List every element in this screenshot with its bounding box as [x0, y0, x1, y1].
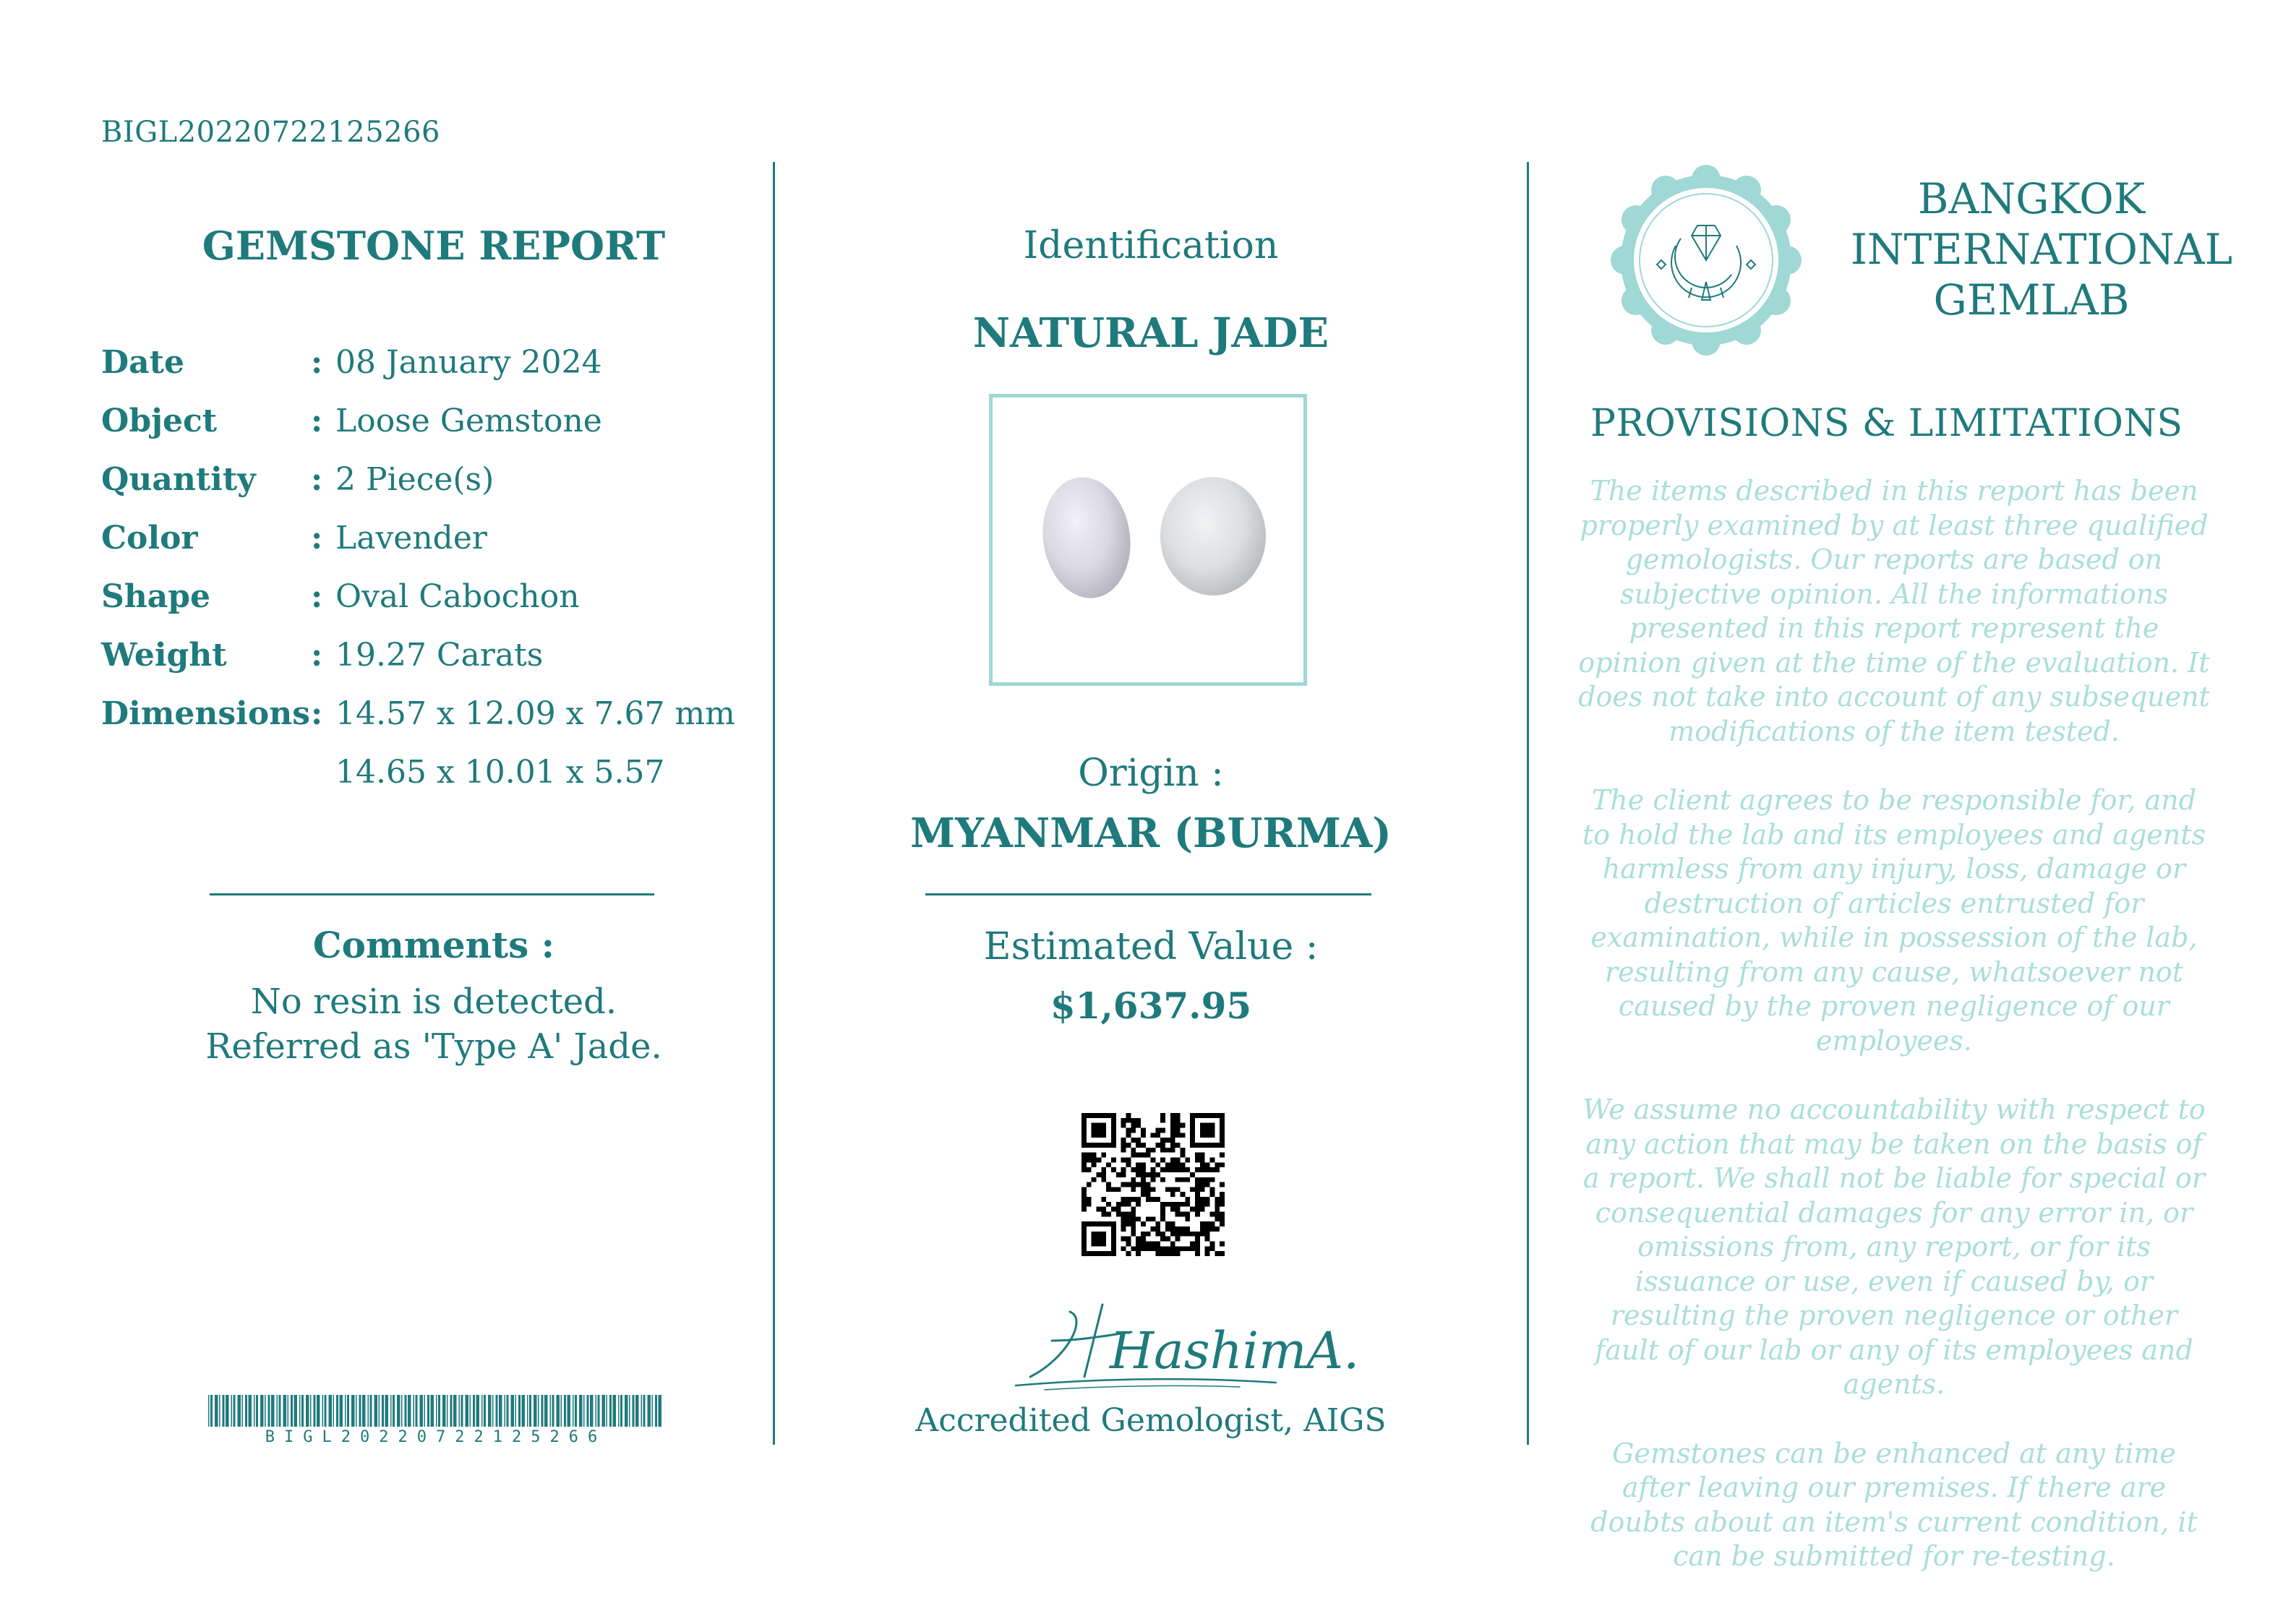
barcode	[208, 1395, 664, 1446]
lab-name	[1851, 173, 2233, 325]
provision-paragraph: Gemstones can be enhanced at any time after leaving our premises. If there are doubts about an item's current condition, it can be submitted for re-testing.	[1590, 1437, 2198, 1572]
field-value: Oval Cabochon	[335, 578, 580, 615]
report-id: BIGL20220722125266	[101, 116, 440, 149]
field-colon: :	[311, 520, 323, 557]
column-divider	[1527, 162, 1529, 1445]
field-quantity	[101, 461, 752, 520]
report-title: GEMSTONE REPORT	[202, 223, 666, 269]
column-divider	[773, 162, 775, 1445]
lab-name-line: BANGKOK	[1917, 174, 2146, 223]
lab-seal-logo	[1612, 166, 1800, 354]
divider-rule	[210, 893, 654, 895]
origin-label: Origin :	[1078, 752, 1224, 795]
field-value: 19.27 Carats	[335, 637, 544, 674]
lab-name-line: INTERNATIONAL	[1851, 225, 2233, 274]
gemstone-image	[1035, 471, 1138, 603]
field-color	[101, 520, 752, 578]
field-value: 08 January 2024	[335, 344, 602, 381]
field-value: 14.57 x 12.09 x 7.67 mm	[335, 695, 735, 732]
qr-code[interactable]	[1081, 1113, 1225, 1256]
field-colon: :	[311, 461, 323, 498]
estimated-value: $1,637.95	[1050, 984, 1252, 1027]
field-value: 2 Piece(s)	[335, 461, 494, 498]
field-label: Weight	[101, 637, 227, 674]
field-weight	[101, 637, 752, 695]
provision-paragraph: We assume no accountability with respect to any action that may be taken on the basis of a report. We shall not be liable for special or consequential damages for any error in, or omissions from, any report, or for its issuance or use, even if caused by, or resulting the proven negligence or other fault of our lab or any of its employees and agents.	[1582, 1094, 2206, 1400]
field-dimensions	[101, 695, 752, 754]
field-shape	[101, 578, 752, 637]
provision-paragraph: The items described in this report has been properly examined by at least three qualified gemologists. Our reports are based on subjective opinion. All the informations presented in this report represent the opinion given at the time of the evaluation. It does not take into account of any subsequent modifications of the item tested.	[1578, 475, 2210, 747]
lab-name-line: GEMLAB	[1933, 275, 2130, 325]
field-dimensions-extra	[101, 754, 752, 812]
provision-paragraph: The client agrees to be responsible for, and to hold the lab and its employees and agents harmless from any injury, loss, damage or destruction of articles entrusted for examination, while in possession of the lab, resulting from any cause, whatsoever not caused by the proven negligence of our employees.	[1582, 784, 2206, 1057]
identification-value: NATURAL JADE	[972, 309, 1329, 357]
field-object	[101, 403, 752, 461]
gemstone-photo	[989, 394, 1307, 686]
signature	[1001, 1290, 1360, 1395]
field-colon: :	[311, 578, 323, 615]
provisions-title: PROVISIONS & LIMITATIONS	[1590, 402, 2183, 445]
provisions-body	[1576, 474, 2212, 1609]
field-label: Object	[101, 403, 218, 439]
field-label: Dimensions	[101, 695, 311, 732]
gemstone-image	[1160, 477, 1266, 596]
gemologist-title: Accredited Gemologist, AIGS	[915, 1402, 1387, 1439]
field-label: Color	[101, 520, 198, 557]
field-colon: :	[311, 403, 323, 439]
barcode-text: BIGL20220722125266	[265, 1428, 607, 1446]
field-value: Lavender	[335, 520, 487, 557]
field-label: Quantity	[101, 461, 256, 498]
origin-value: MYANMAR (BURMA)	[910, 809, 1392, 857]
field-value: Loose Gemstone	[335, 403, 602, 439]
field-date	[101, 344, 752, 403]
divider-rule	[925, 893, 1371, 895]
identification-label: Identification	[1023, 224, 1279, 267]
field-label: Date	[101, 344, 184, 381]
barcode-bars	[208, 1395, 664, 1427]
field-colon: :	[311, 695, 323, 732]
field-colon: :	[311, 344, 323, 381]
comment-line: Referred as 'Type A' Jade.	[205, 1026, 662, 1067]
field-value: 14.65 x 10.01 x 5.57	[335, 754, 665, 791]
report-fields	[101, 344, 752, 812]
comments-heading: Comments :	[312, 924, 555, 966]
comment-line: No resin is detected.	[250, 981, 617, 1022]
field-colon: :	[311, 637, 323, 674]
estimated-value-label: Estimated Value :	[983, 925, 1319, 968]
signature-text: HashimA.	[1110, 1321, 1360, 1380]
field-label: Shape	[101, 578, 211, 615]
